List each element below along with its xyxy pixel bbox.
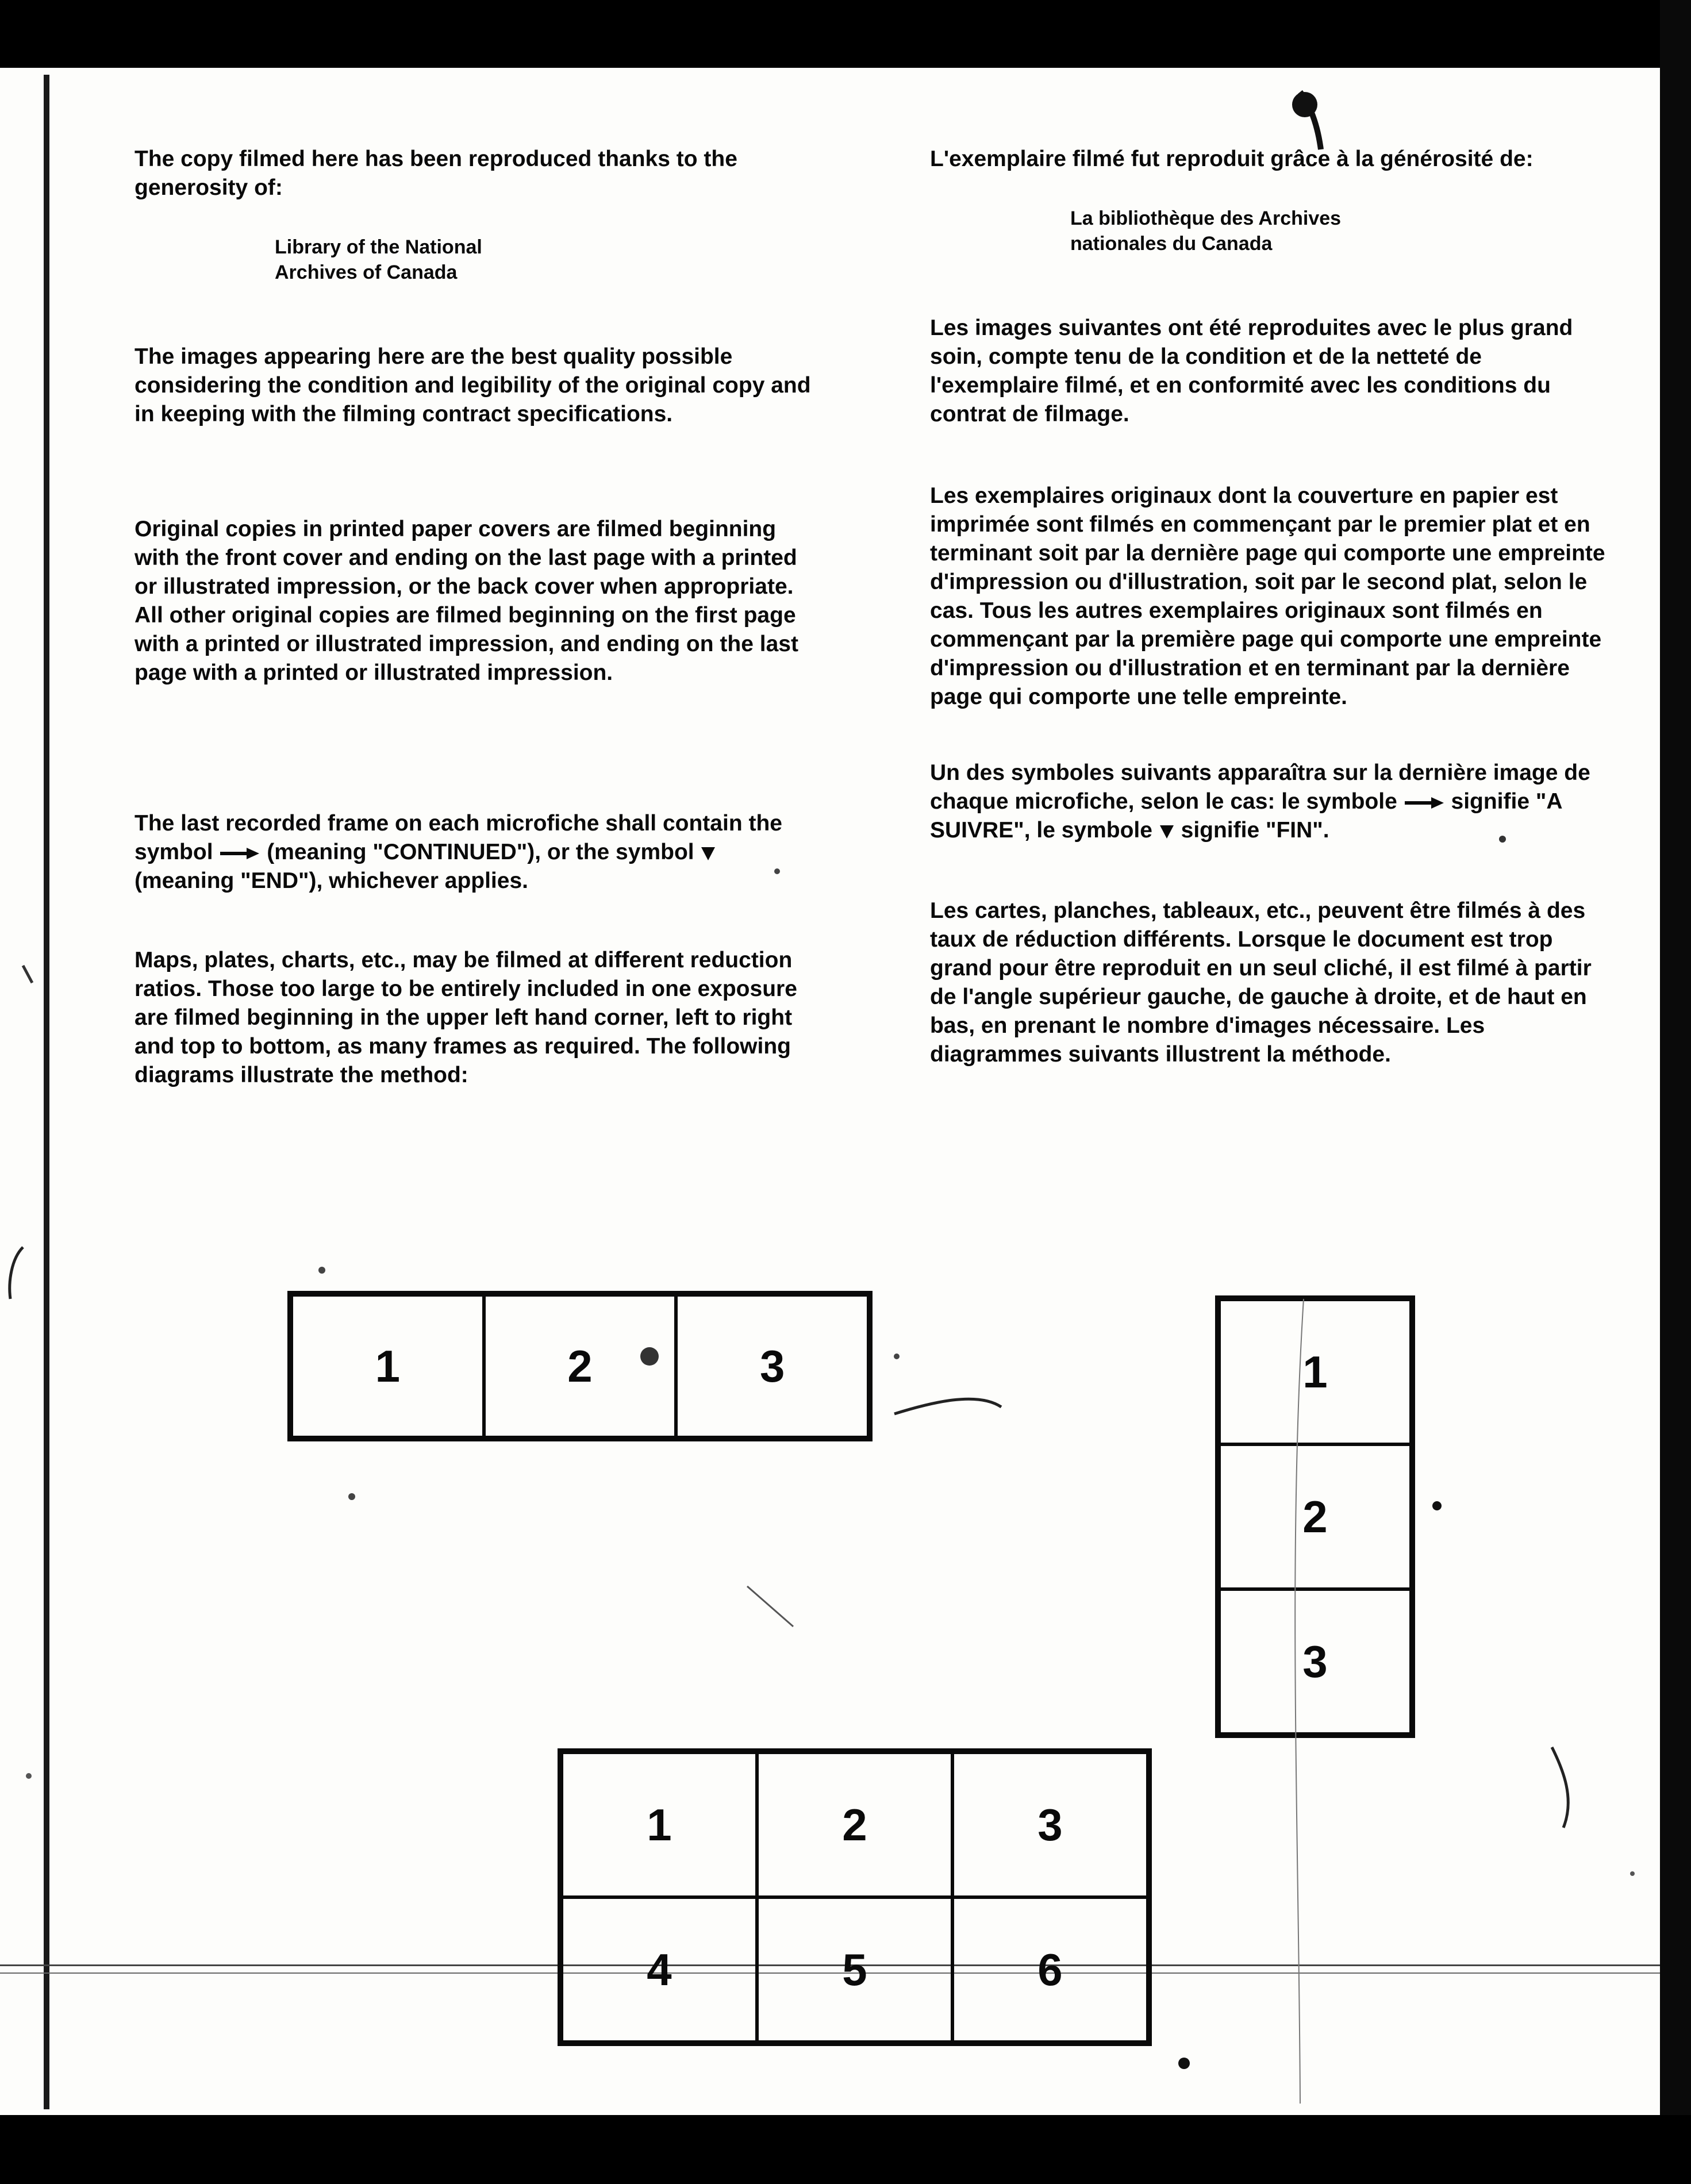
diagram-cell: 4 <box>562 1897 757 2042</box>
diagram-cell: 1 <box>291 1295 484 1437</box>
french-quality-paragraph: Les images suivantes ont été reproduites avec le plus grand soin, compte tenu de la condition et de la netteté de l'exemplaire filmé, et en conformité avec les conditions du contrat de filmage. <box>930 316 1573 426</box>
diagram-grid <box>558 1748 1152 2046</box>
french-symbols-paragraph: Un des symboles suivants apparaîtra sur la dernière image de chaque microfiche, selon le cas: le symbole signifie "A SUIVRE", le symbole signifie "FIN". <box>930 760 1590 843</box>
french-maps-paragraph: Les cartes, planches, tableaux, etc., peuvent être filmés à des taux de réduction différents. Lorsque le document est trop grand pour être reproduit en un seul cliché, il est filmé à partir de l'angle supérieur gauche, de gauche à droite, et de haut en bas, en prenant le nombre d'images nécessaire. Les diagrammes suivants illustrent la méthode. <box>930 898 1592 1067</box>
film-right-edge <box>1660 0 1691 2184</box>
diagram-cell: 3 <box>676 1295 868 1437</box>
film-bottom-border <box>0 2115 1691 2184</box>
diagram-cell: 2 <box>757 1752 952 1897</box>
french-institution-line-2: nationales du Canada <box>1070 233 1273 255</box>
arrow-right-icon <box>1404 796 1445 810</box>
english-covers-paragraph: Original copies in printed paper covers are filmed beginning with the front cover and ending on the last page with a printed or illustrated impression, or the back cover when appropriate. All other original copies are filmed beginning on the first page with a printed or illustrated impression, and ending on the last page with a printed or illustrated impression. <box>134 517 798 685</box>
english-symbols-paragraph: The last recorded frame on each microfiche shall contain the symbol (meaning "CONTINUED"), or the symbol (meaning "END"), whichever applies. <box>134 811 782 893</box>
french-institution-line-1: La bibliothèque des Archives <box>1070 207 1342 229</box>
english-institution-line-2: Archives of Canada <box>275 262 458 283</box>
film-top-border <box>0 0 1691 68</box>
diagram-vertical <box>1215 1295 1415 1738</box>
diagram-cell: 5 <box>757 1897 952 2042</box>
english-maps-paragraph: Maps, plates, charts, etc., may be filmed at different reduction ratios. Those too large to be entirely included in one exposure are filmed beginning in the upper left hand corner, left to right and top to bottom, as many frames as required. The following diagrams illustrate the method: <box>134 948 797 1087</box>
diagram-cell: 2 <box>1219 1444 1411 1589</box>
english-column <box>134 145 818 1090</box>
english-institution-line-1: Library of the National <box>275 236 482 258</box>
english-acknowledgement: The copy filmed here has been reproduced thanks to the generosity of: <box>134 147 737 200</box>
diagram-cell: 6 <box>952 1897 1148 2042</box>
french-covers-paragraph: Les exemplaires originaux dont la couverture en papier est imprimée sont filmés en commençant par le premier plat et en terminant soit par la dernière page qui comporte une empreinte d'impression ou d'illustration, soit par le second plat, selon le cas. Tous les autres exemplaires originaux sont filmés en commençant par la première page qui comporte une empreinte d'impression ou d'illustration et en terminant par la dernière page qui comporte une telle empreinte. <box>930 483 1605 709</box>
diagram-horizontal <box>287 1291 873 1441</box>
triangle-down-icon <box>1159 824 1175 840</box>
arrow-right-icon <box>219 847 260 860</box>
english-quality-paragraph: The images appearing here are the best quality possible considering the condition and legibility of the original copy and in keeping with the filming contract specifications. <box>134 344 811 426</box>
french-acknowledgement: L'exemplaire filmé fut reproduit grâce à la générosité de: <box>930 147 1534 171</box>
diagram-cell: 1 <box>562 1752 757 1897</box>
film-left-bar <box>44 75 49 2109</box>
diagram-cell: 3 <box>952 1752 1148 1897</box>
triangle-down-icon <box>700 845 716 862</box>
french-column <box>930 145 1608 1069</box>
diagram-cell: 1 <box>1219 1299 1411 1444</box>
diagram-cell: 3 <box>1219 1589 1411 1734</box>
diagram-cell: 2 <box>484 1295 677 1437</box>
